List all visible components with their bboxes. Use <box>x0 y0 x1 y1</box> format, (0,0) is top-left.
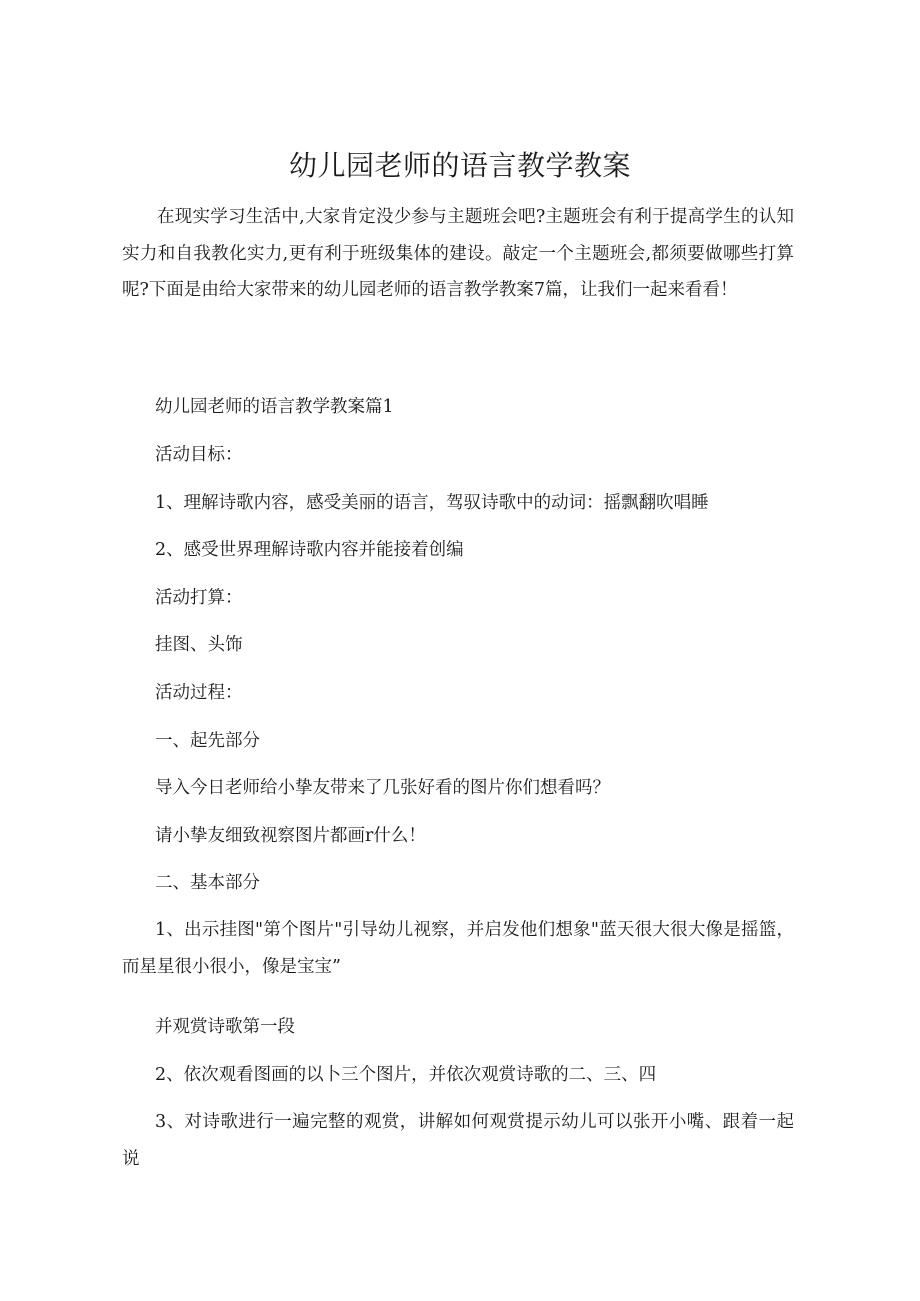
prep-items: 挂图、头饰 <box>155 635 243 655</box>
step-1: 1、出示挂图"第个图片"引导幼儿视察，并启发他们想象"蓝天很大很大像是摇篮，而星星很小很小，像是宝宝” <box>122 920 794 977</box>
goal-item-2: 2、感受世界理解诗歌内容并能接着创编 <box>155 540 464 560</box>
step-2: 2、依次观看图画的以卜三个图片，并依次观赏诗歌的二、三、四 <box>155 1065 657 1085</box>
step-1-follow: 并观赏诗歌第一段 <box>155 1017 295 1037</box>
goal-label: 活动目标： <box>155 445 243 465</box>
document-title: 幼儿园老师的语言教学教案 <box>288 149 631 182</box>
section-heading: 幼儿园老师的语言教学教案篇1 <box>155 397 394 417</box>
prep-label: 活动打算： <box>155 588 243 608</box>
part-1-line-2: 请小挚友细致视察图片都画r什么！ <box>155 826 426 846</box>
goal-item-1: 1、理解诗歌内容，感受美丽的语言，驾驭诗歌中的动词：摇飘翻吹唱睡 <box>155 493 709 513</box>
step-3: 3、对诗歌进行一遍完整的观赏，讲解如何观赏提示幼儿可以张开小嘴、跟着一起说 <box>122 1112 794 1169</box>
intro-paragraph: 在现实学习生活中,大家肯定没少参与主题班会吧?主题班会有利于提高学生的认知实力和自我教化实力,更有利于班级集体的建设。敲定一个主题班会,都须要做哪些打算呢?下面是由给大家带来的幼儿园老师的语言教学教案7篇，让我们一起来看看！ <box>122 207 794 300</box>
part-1-line-1: 导入今日老师给小挚友带来了几张好看的图片你们想看吗？ <box>155 778 610 798</box>
part-1-heading: 一、起先部分 <box>155 731 260 751</box>
process-label: 活动过程： <box>155 683 243 703</box>
part-2-heading: 二、基本部分 <box>155 873 260 893</box>
